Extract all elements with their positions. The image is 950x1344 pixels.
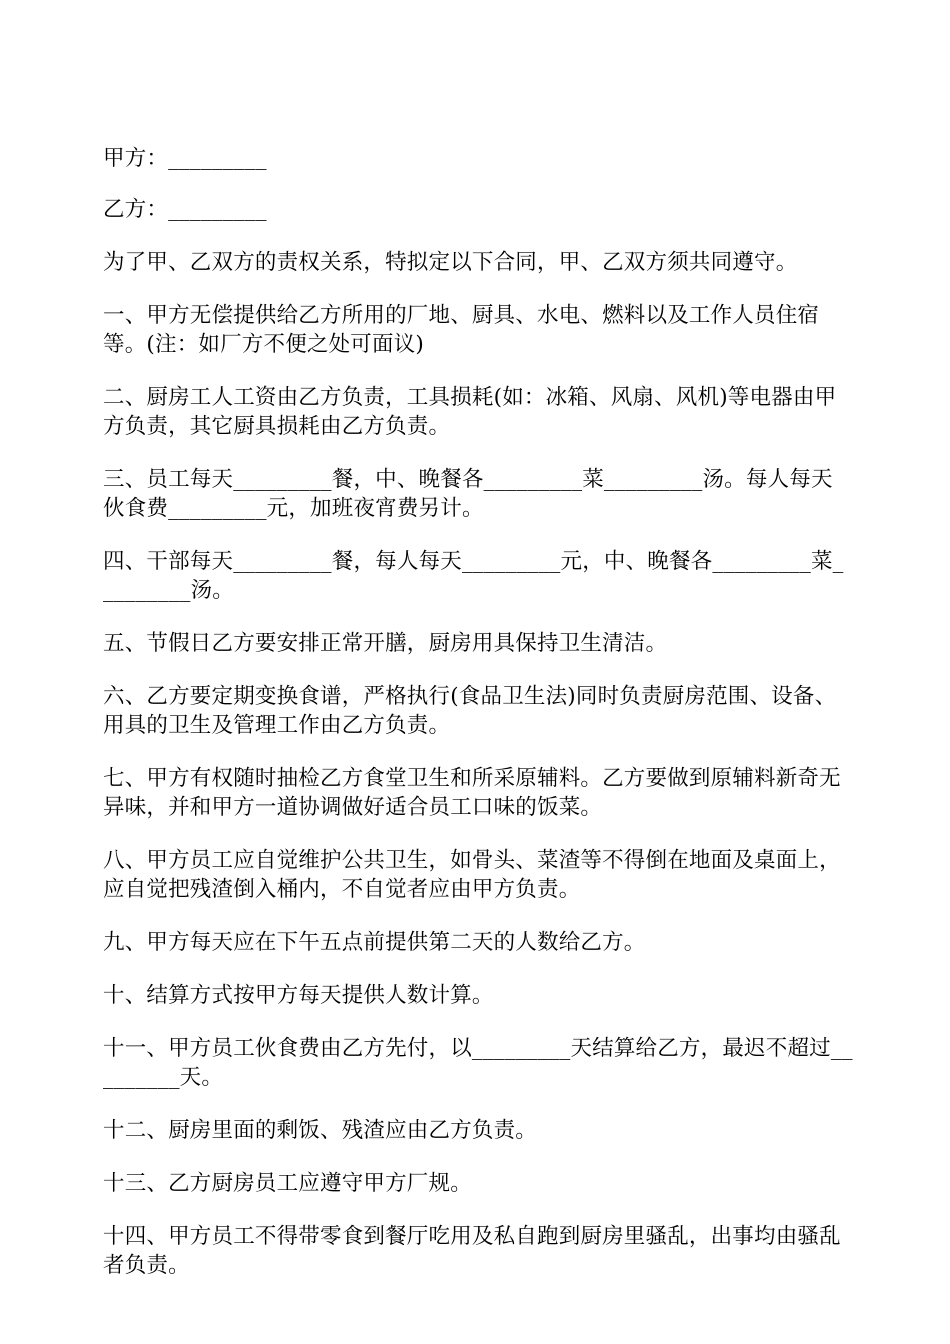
clause-11: 十一、甲方员工伙食费由乙方先付，以_________天结算给乙方，最迟不超过_________天。: [103, 1036, 853, 1090]
intro-paragraph: 为了甲、乙双方的责权关系，特拟定以下合同，甲、乙双方须共同遵守。: [103, 250, 798, 275]
clause-14: 十四、甲方员工不得带零食到餐厅吃用及私自跑到厨房里骚乱，出事均由骚乱者负责。: [103, 1224, 841, 1278]
clause-12: 十二、厨房里面的剩饭、残渣应由乙方负责。: [103, 1118, 538, 1143]
clause-13: 十三、乙方厨房员工应遵守甲方厂规。: [103, 1171, 472, 1196]
clause-5: 五、节假日乙方要安排正常开膳，厨房用具保持卫生清洁。: [103, 631, 668, 656]
party-a-line: 甲方：_________: [103, 146, 267, 171]
clause-6: 六、乙方要定期变换食谱，严格执行(食品卫生法)同时负责厨房范围、设备、用具的卫生及管理工作由乙方负责。: [103, 684, 837, 738]
clause-3: 三、员工每天_________餐，中、晚餐各_________菜_________汤。每人每天伙食费_________元，加班夜宵费另计。: [103, 467, 833, 521]
clause-1: 一、甲方无偿提供给乙方所用的厂地、厨具、水电、燃料以及工作人员住宿等。(注：如厂方不便之处可面议): [103, 303, 820, 357]
contract-document: [103, 144, 853, 1304]
clause-10: 十、结算方式按甲方每天提供人数计算。: [103, 983, 494, 1008]
clause-2: 二、厨房工人工资由乙方负责，工具损耗(如：冰箱、风扇、风机)等电器由甲方负责，其它厨具损耗由乙方负责。: [103, 385, 837, 439]
clause-4: 四、干部每天_________餐，每人每天_________元，中、晚餐各_________菜_________汤。: [103, 549, 844, 603]
party-b-line: 乙方：_________: [103, 197, 267, 222]
clause-9: 九、甲方每天应在下午五点前提供第二天的人数给乙方。: [103, 930, 646, 955]
clause-7: 七、甲方有权随时抽检乙方食堂卫生和所采原辅料。乙方要做到原辅料新奇无异味，并和甲方一道协调做好适合员工口味的饭菜。: [103, 766, 841, 820]
clause-8: 八、甲方员工应自觉维护公共卫生，如骨头、菜渣等不得倒在地面及桌面上，应自觉把残渣倒入桶内，不自觉者应由甲方负责。: [103, 848, 841, 902]
